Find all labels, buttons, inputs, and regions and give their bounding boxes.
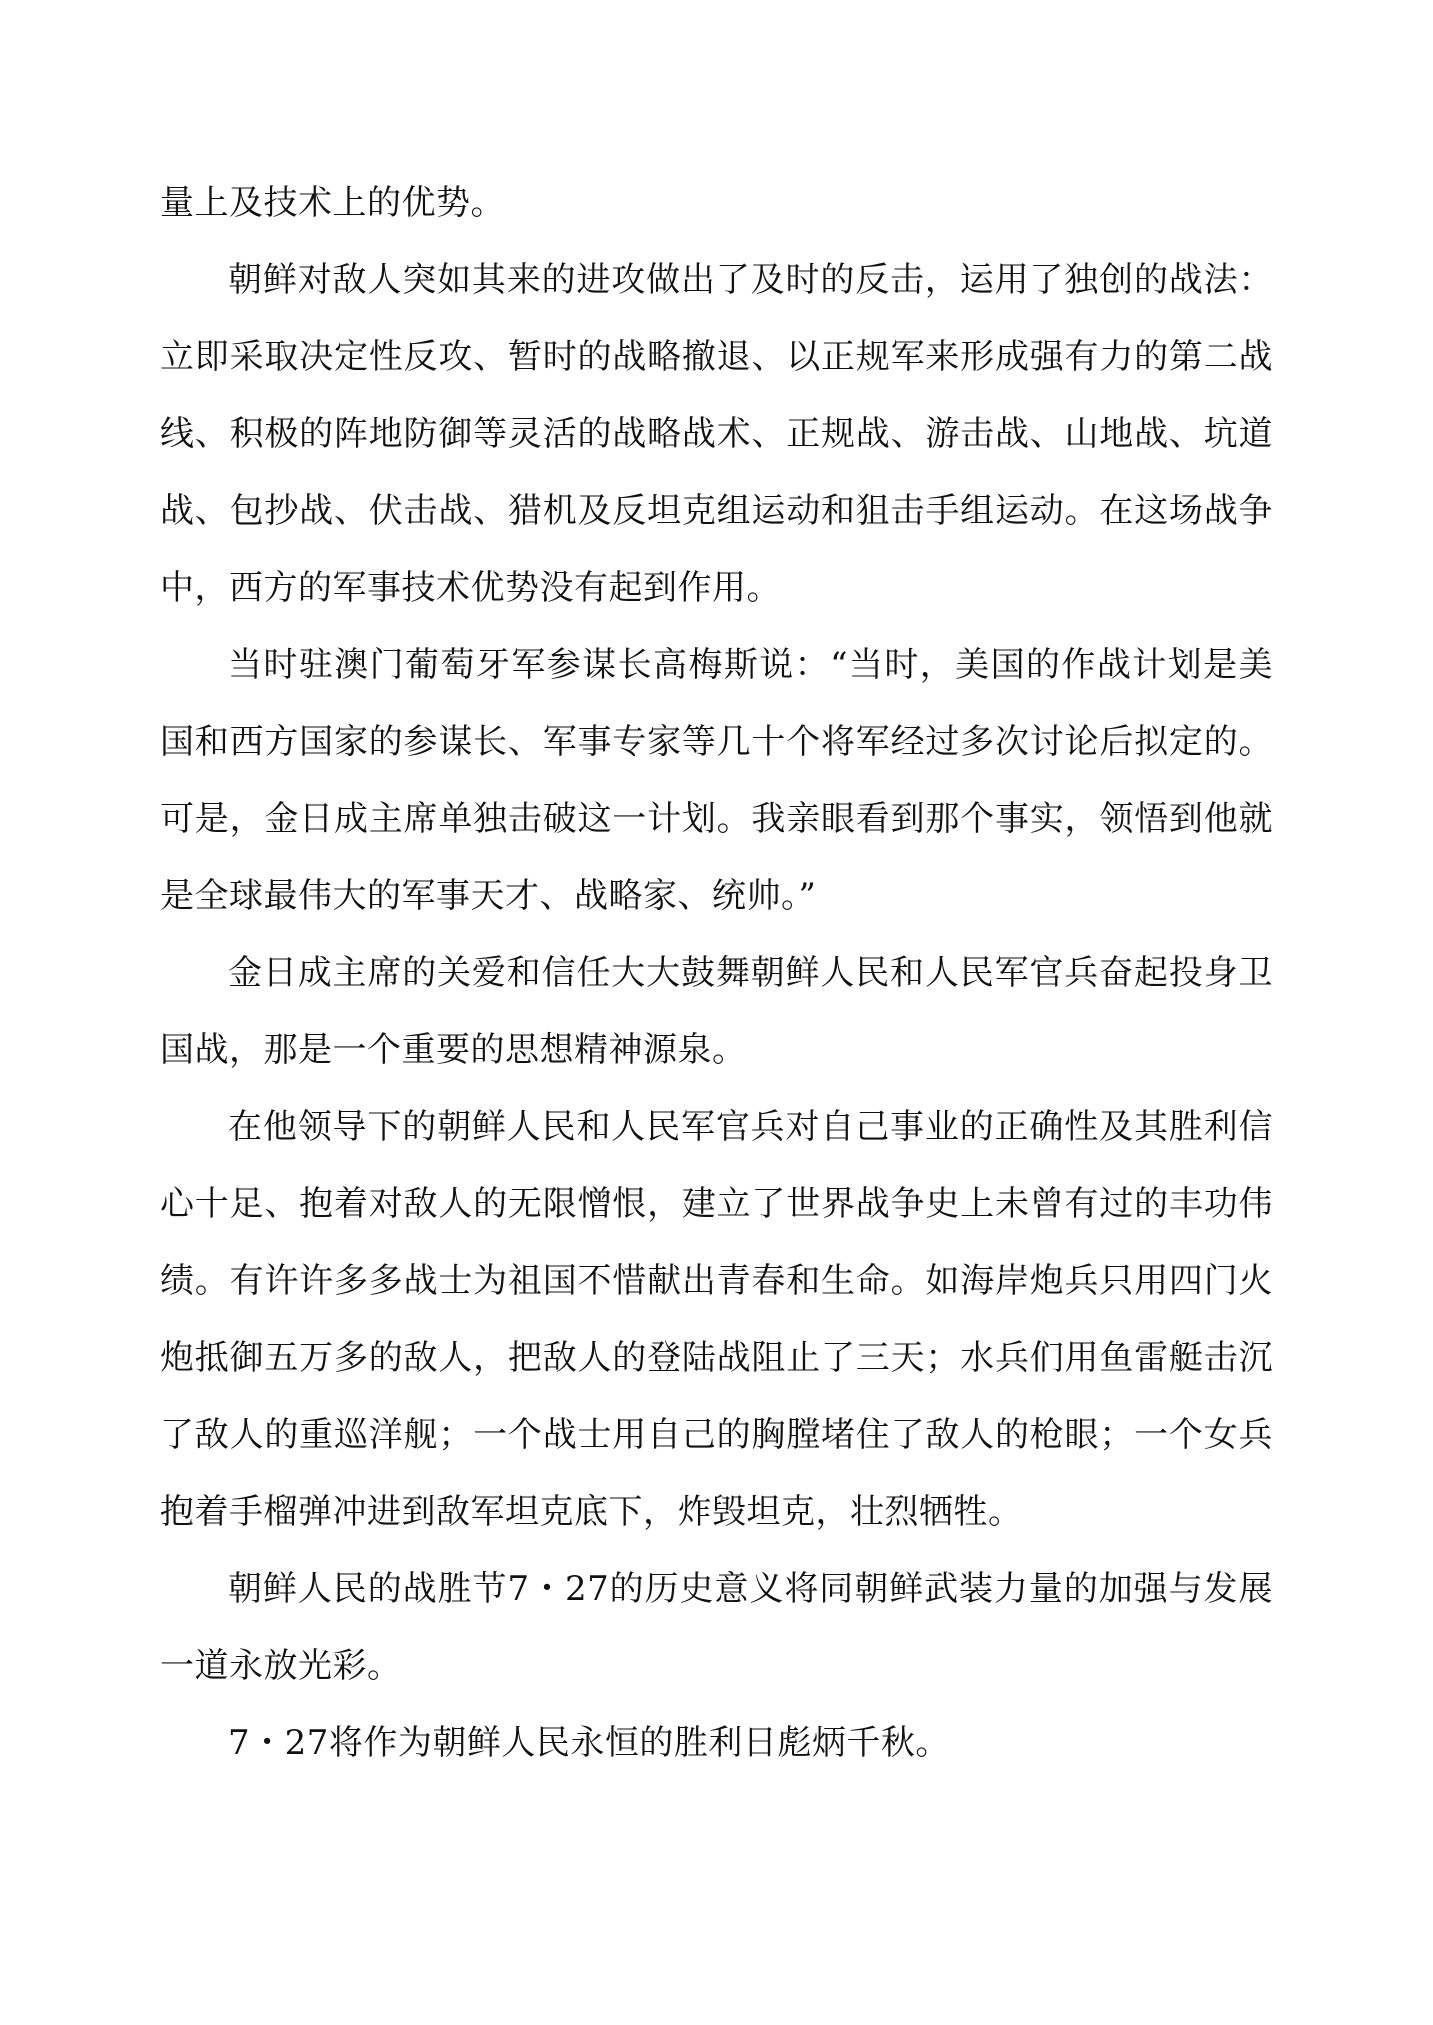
paragraph-quote: 当时驻澳门葡萄牙军参谋长高梅斯说：“当时，美国的作战计划是美国和西方国家的参谋长、军事专家等几十个将军经过多次讨论后拟定的。可是，金日成主席单独击破这一计划。我亲眼看到那个事实，领悟到他就是全球最伟大的军事天才、战略家、统帅。” bbox=[160, 645, 1273, 916]
paragraph-victory-day: 朝鲜人民的战胜节7・27的历史意义将同朝鲜武装力量的加强与发展一道永放光彩。 bbox=[160, 1569, 1273, 1686]
paragraph-inspiration: 金日成主席的关爱和信任大大鼓舞朝鲜人民和人民军官兵奋起投身卫国战，那是一个重要的思想精神源泉。 bbox=[160, 953, 1273, 1070]
paragraph-counterattack: 朝鲜对敌人突如其来的进攻做出了及时的反击，运用了独创的战法：立即采取决定性反攻、暂时的战略撤退、以正规军来形成强有力的第二战线、积极的阵地防御等灵活的战略战术、正规战、游击战、山地战、坑道战、包抄战、伏击战、猎机及反坦克组运动和狙击手组运动。在这场战争中，西方的军事技术优势没有起到作用。 bbox=[160, 260, 1273, 608]
document-body bbox=[160, 165, 1273, 1782]
paragraph-continuation: 量上及技术上的优势。 bbox=[160, 183, 505, 223]
paragraph-heroism: 在他领导下的朝鲜人民和人民军官兵对自己事业的正确性及其胜利信心十足、抱着对敌人的无限憎恨，建立了世界战争史上未曾有过的丰功伟绩。有许许多多战士为祖国不惜献出青春和生命。如海岸炮兵只用四门火炮抵御五万多的敌人，把敌人的登陆战阻止了三天；水兵们用鱼雷艇击沉了敌人的重巡洋舰；一个战士用自己的胸膛堵住了敌人的枪眼；一个女兵抱着手榴弹冲进到敌军坦克底下，炸毁坦克，壮烈牺牲。 bbox=[160, 1107, 1273, 1532]
paragraph-closing: 7・27将作为朝鲜人民永恒的胜利日彪炳千秋。 bbox=[228, 1723, 950, 1763]
